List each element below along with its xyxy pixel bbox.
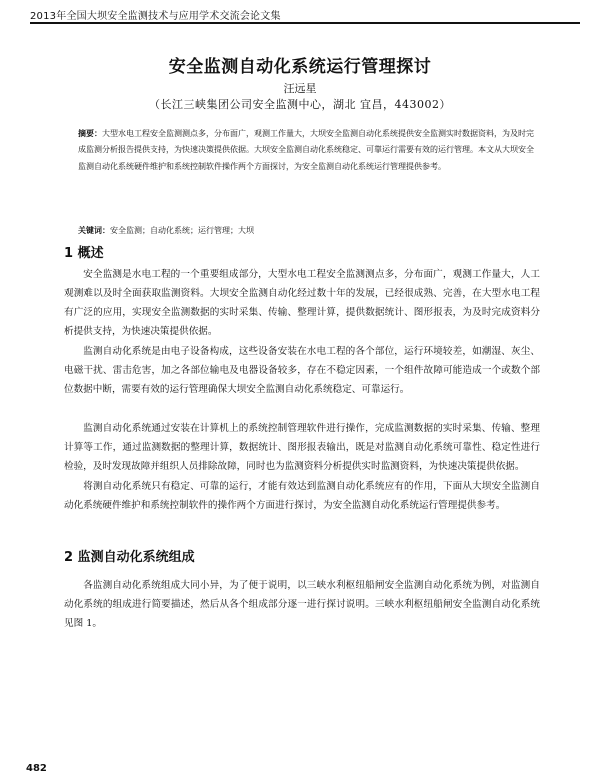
page-number: 482 [26,763,47,774]
section-heading-2: 2 监测自动化系统组成 [64,550,195,565]
paper-title: 安全监测自动化系统运行管理探讨 [168,57,432,77]
section-heading-1: 1 概述 [64,246,104,261]
author: 汪远星 [283,82,317,95]
section-2-paragraph-1: 各监测自动化系统组成大同小异，为了便于说明，以三峡水利枢纽船闸安全监测自动化系统为例，对监测自动化系统的组成进行简要描述，然后从各个组成部分逐一进行探讨说明。三峡水利枢纽船闸安全监测自动化系统见图 1。 [64,580,540,629]
abstract-label: 摘要： [78,129,102,138]
abstract-text: 大型水电工程安全监测测点多，分布面广，观测工作量大，大坝安全监测自动化系统提供安全监测实时数据资料，为及时完成监测分析报告提供支持，为快速决策提供依据。大坝安全监测自动化系统稳定、可靠运行需要有效的运行管理。本文从大坝安全监测自动化系统硬件维护和系统控制软件操作两个方面探讨，为安全监测自动化系统运行管理提供参考。 [78,129,534,171]
header-rule [30,22,580,24]
keywords-text: 安全监测；自动化系统；运行管理；大坝 [110,226,254,235]
affiliation: （长江三峡集团公司安全监测中心，湖北 宜昌，443002） [149,98,451,111]
abstract [78,126,538,175]
section-1-paragraph-4: 将测自动化系统只有稳定、可靠的运行，才能有效达到监测自动化系统应有的作用，下面从大坝安全监测自动化系统硬件维护和系统控制软件的操作两个方面进行探讨，为安全监测自动化系统运行管理提供参考。 [64,481,540,511]
running-header: 2013年全国大坝安全监测技术与应用学术交流会论文集 [30,11,281,22]
section-1-paragraph-2: 监测自动化系统是由电子设备构成，这些设备安装在水电工程的各个部位，运行环境较差，如潮湿、灰尘、电磁干扰、雷击危害，加之各部位输电及电器设备较多，存在不稳定因素，一个组件故障可能造成一个或数个部位数据中断，需要有效的运行管理确保大坝安全监测自动化系统稳定、可靠运行。 [64,346,540,395]
section-1-paragraph-1: 安全监测是水电工程的一个重要组成部分，大型水电工程安全监测测点多，分布面广，观测工作量大，人工观测难以及时全面获取监测资料。大坝安全监测自动化经过数十年的发展，已经很成熟、完善，在大型水电工程有广泛的应用，实现安全监测数据的实时采集、传输、整理计算，提供数据统计、图形报表，为及时完成资料分析提供支持，为快速决策提供依据。 [64,269,540,337]
keywords-label: 关键词： [78,226,110,235]
keywords [78,225,538,237]
section-1-paragraph-3: 监测自动化系统通过安装在计算机上的系统控制管理软件进行操作，完成监测数据的实时采集、传输、整理计算等工作，通过监测数据的整理计算，数据统计、图形报表输出，既是对监测自动化系统可靠性、稳定性进行检验，及时发现故障并组织人员排除故障，同时也为监测资料分析提供实时监测资料，为快速决策提供依据。 [64,423,540,472]
